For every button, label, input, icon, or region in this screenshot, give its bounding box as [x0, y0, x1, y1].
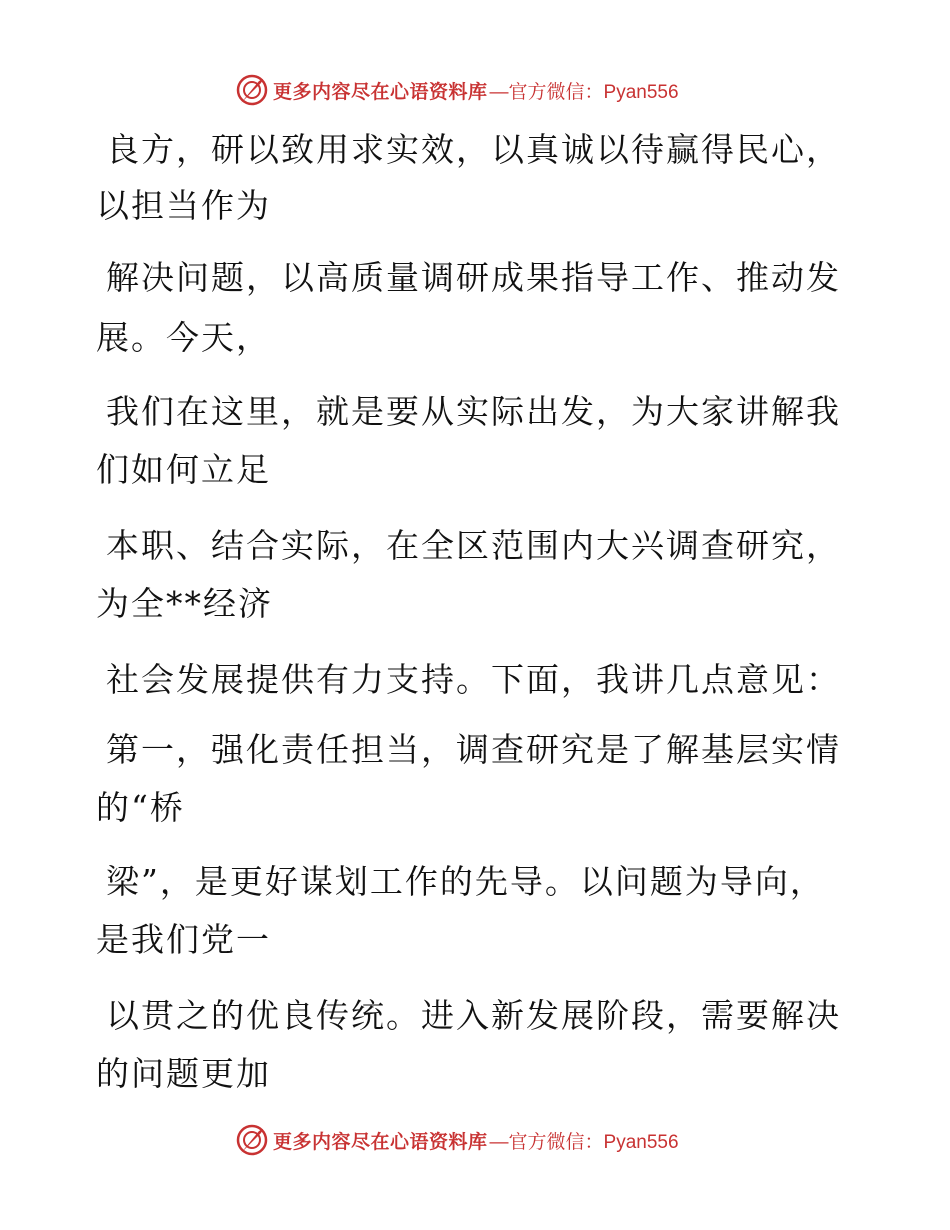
- watermark-brand-text: 更多内容尽在心语资料库: [273, 1130, 488, 1153]
- text-line: 以担当作为: [96, 186, 271, 225]
- header-watermark: [235, 72, 679, 108]
- quill-logo-icon: [235, 1123, 269, 1157]
- text-line: 的问题更加: [96, 1054, 271, 1093]
- text-line: 以贯之的优良传统。进入新发展阶段，需要解决: [106, 996, 841, 1035]
- text-line: 社会发展提供有力支持。下面，我讲几点意见：: [106, 660, 841, 699]
- footer-watermark: [235, 1122, 679, 1158]
- text-line: 的“桥: [96, 788, 185, 827]
- text-line: 们如何立足: [96, 450, 271, 489]
- watermark-contact-text: —官方微信：Pyan556: [489, 1131, 679, 1153]
- text-line: 本职、结合实际，在全区范围内大兴调查研究，: [106, 526, 841, 565]
- text-line: 梁”，是更好谋划工作的先导。以问题为导向，: [106, 862, 825, 901]
- text-line: 解决问题，以高质量调研成果指导工作、推动发: [106, 258, 841, 297]
- text-line: 为全**经济: [96, 584, 273, 623]
- text-line: 良方，研以致用求实效，以真诚以待赢得民心，: [106, 130, 841, 169]
- text-line: 展。今天，: [96, 318, 271, 357]
- watermark-brand-text: 更多内容尽在心语资料库: [273, 80, 488, 103]
- text-line: 第一，强化责任担当，调查研究是了解基层实情: [106, 730, 841, 769]
- watermark-contact-text: —官方微信：Pyan556: [489, 81, 679, 103]
- text-line: 是我们党一: [96, 920, 271, 959]
- text-line: 我们在这里，就是要从实际出发，为大家讲解我: [106, 392, 841, 431]
- quill-logo-icon: [235, 73, 269, 107]
